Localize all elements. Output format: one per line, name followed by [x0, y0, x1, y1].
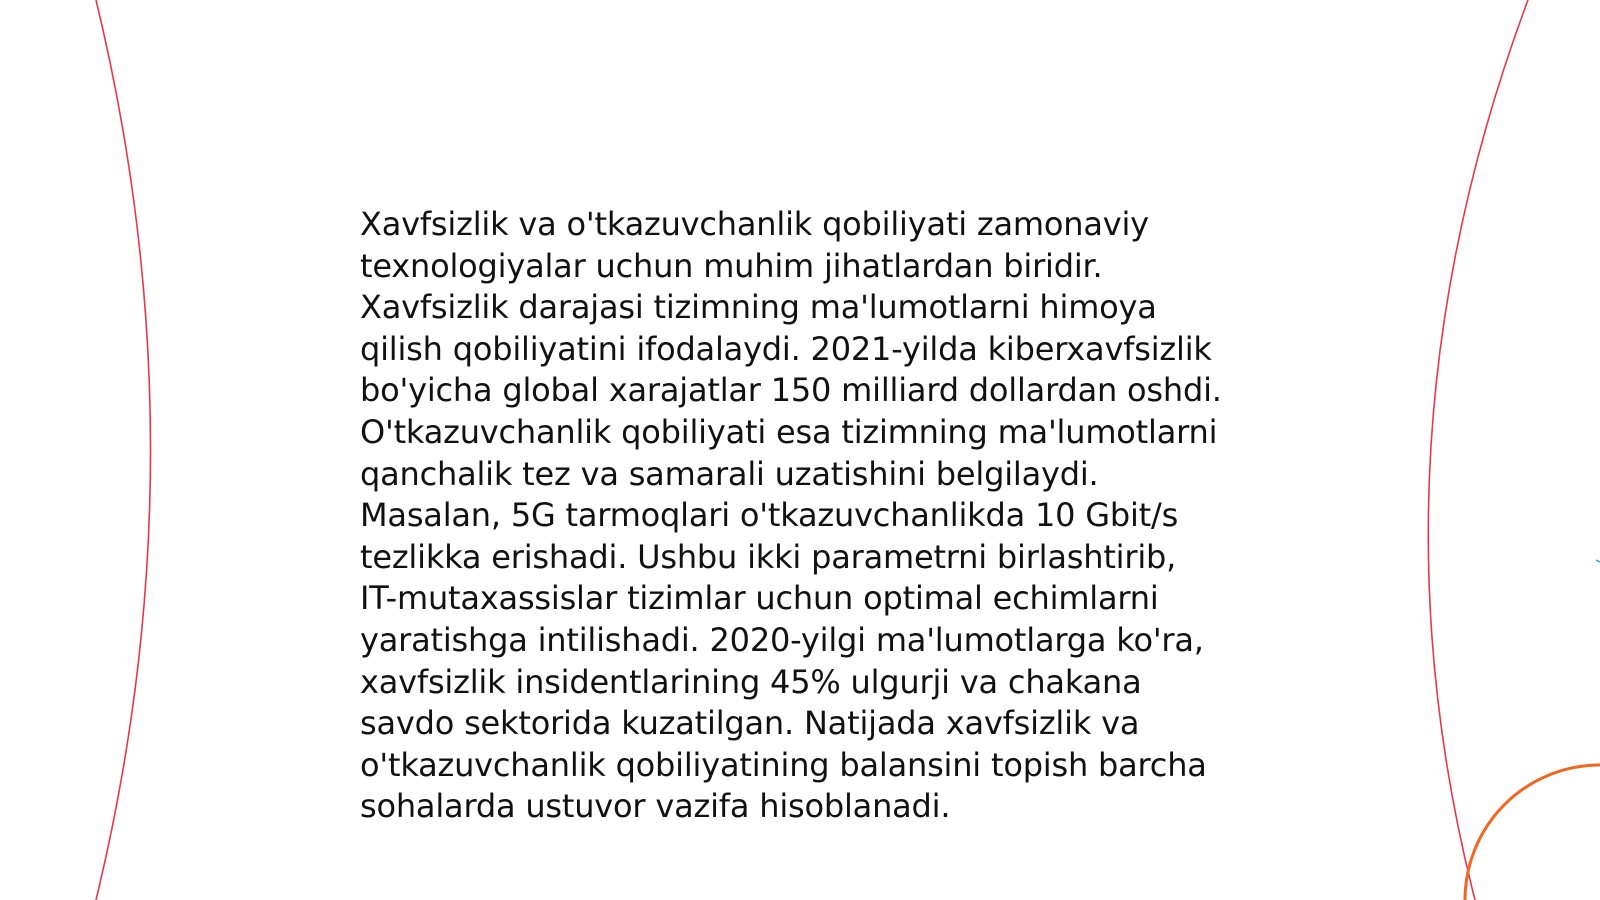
paragraph-line: qilish qobiliyatini ifodalaydi. 2021-yilda kiberxavfsizlik: [360, 329, 1212, 368]
paragraph-line: xavfsizlik insidentlarining 45% ulgurji va chakana: [360, 662, 1142, 701]
paragraph-line: IT-mutaxassislar tizimlar uchun optimal echimlarni: [360, 579, 1159, 618]
paragraph-line: yaratishga intilishadi. 2020-yilgi ma'lumotlarga ko'ra,: [360, 620, 1204, 659]
right-red-arc: [1428, 0, 1528, 900]
orange-circle-arc: [1465, 765, 1600, 900]
paragraph-line: O'tkazuvchanlik qobiliyati esa tizimning ma'lumotlarni: [360, 412, 1218, 451]
body-paragraph: [360, 204, 1260, 828]
paragraph-line: sohalarda ustuvor vazifa hisoblanadi.: [360, 787, 951, 826]
left-red-arc: [96, 0, 151, 900]
paragraph-line: bo'yicha global xarajatlar 150 milliard dollardan oshdi.: [360, 371, 1222, 410]
blue-accent-tick: [1596, 560, 1600, 562]
paragraph-line: qanchalik tez va samarali uzatishini belgilaydi.: [360, 454, 1099, 493]
paragraph-line: savdo sektorida kuzatilgan. Natijada xavfsizlik va: [360, 704, 1140, 743]
paragraph-line: Masalan, 5G tarmoqlari o'tkazuvchanlikda 10 Gbit/s: [360, 496, 1179, 535]
paragraph-line: Xavfsizlik darajasi tizimning ma'lumotlarni himoya: [360, 288, 1157, 327]
paragraph-line: tezlikka erishadi. Ushbu ikki parametrni birlashtirib,: [360, 537, 1177, 576]
paragraph-line: texnologiyalar uchun muhim jihatlardan biridir.: [360, 246, 1103, 285]
paragraph-line: Xavfsizlik va o'tkazuvchanlik qobiliyati zamonaviy: [360, 205, 1149, 243]
paragraph-line: o'tkazuvchanlik qobiliyatining balansini topish barcha: [360, 745, 1207, 784]
